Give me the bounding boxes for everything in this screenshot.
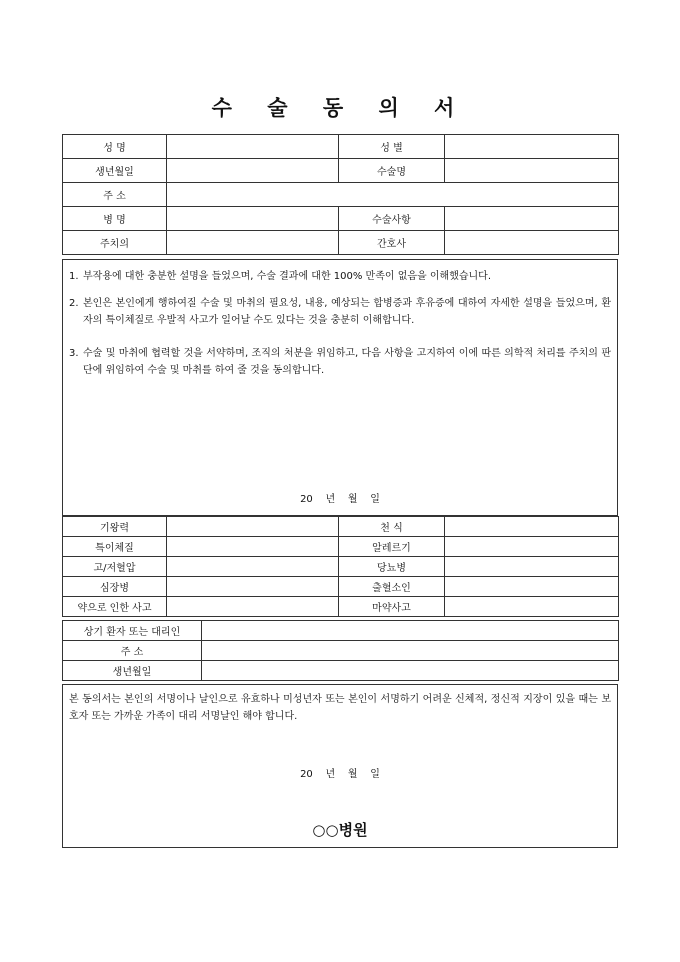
medical-history-table [62, 516, 619, 617]
heart-disease-field[interactable] [167, 577, 339, 597]
representative-field[interactable] [202, 621, 619, 641]
table-row [63, 641, 619, 661]
table-row [63, 537, 619, 557]
asthma-field[interactable] [445, 517, 619, 537]
nurse-label: 간호사 [339, 231, 445, 255]
notice-text: 본 동의서는 본인의 서명이나 날인으로 유효하나 미성년자 또는 본인이 서명하기 어려운 신체적, 정신적 지장이 있을 때는 보호자 또는 가까운 가족이 대리 서명날인 해야 합니다. [69, 694, 611, 722]
notice-section [62, 684, 618, 848]
name-label: 성 명 [63, 135, 167, 159]
table-row [63, 159, 619, 183]
consent-item-text: 부작용에 대한 충분한 설명을 들었으며, 수술 결과에 대한 100% 만족이 없음을 이해했습니다. [83, 271, 492, 282]
consent-item-text: 수술 및 마취에 협력할 것을 서약하며, 조직의 처분을 위임하고, 다음 사항을 고지하여 이에 따른 의학적 처리를 주치의 판단에 위임하여 수술 및 마취를 하여 줄 것을 동의합니다. [83, 348, 611, 376]
table-row [63, 661, 619, 681]
allergy-field[interactable] [445, 537, 619, 557]
birthdate-label: 생년월일 [63, 159, 167, 183]
idiosyncrasy-label: 특이체질 [63, 537, 167, 557]
table-row [63, 597, 619, 617]
birthdate-field[interactable] [167, 159, 339, 183]
surgery-name-label: 수술명 [339, 159, 445, 183]
table-row [63, 207, 619, 231]
diabetes-label: 당뇨병 [339, 557, 445, 577]
representative-birthdate-field[interactable] [202, 661, 619, 681]
sex-field[interactable] [445, 135, 619, 159]
representative-address-label: 주 소 [63, 641, 202, 661]
blood-pressure-field[interactable] [167, 557, 339, 577]
past-history-label: 기왕력 [63, 517, 167, 537]
physician-field[interactable] [167, 231, 339, 255]
table-row [63, 557, 619, 577]
nurse-field[interactable] [445, 231, 619, 255]
address-label: 주 소 [63, 183, 167, 207]
consent-item [69, 268, 611, 285]
table-row [63, 135, 619, 159]
representative-birthdate-label: 생년월일 [63, 661, 202, 681]
surgery-name-field[interactable] [445, 159, 619, 183]
physician-label: 주치의 [63, 231, 167, 255]
consent-section [62, 259, 618, 516]
diagnosis-field[interactable] [167, 207, 339, 231]
narcotic-accident-label: 마약사고 [339, 597, 445, 617]
table-row [63, 231, 619, 255]
consent-item-text: 본인은 본인에게 행하여질 수술 및 마취의 필요성, 내용, 예상되는 합병증과 후유증에 대하여 자세한 설명을 들었으며, 환자의 특이체질로 우발적 사고가 일어날 수도 있다는 것을 충분히 이해합니다. [83, 298, 611, 326]
diagnosis-label: 병 명 [63, 207, 167, 231]
table-row [63, 577, 619, 597]
address-field[interactable] [167, 183, 619, 207]
consent-item-number: 3. [69, 348, 79, 359]
consent-item [69, 295, 611, 329]
idiosyncrasy-field[interactable] [167, 537, 339, 557]
representative-address-field[interactable] [202, 641, 619, 661]
drug-accident-label: 약으로 인한 사고 [63, 597, 167, 617]
past-history-field[interactable] [167, 517, 339, 537]
table-row [63, 621, 619, 641]
blood-pressure-label: 고/저혈압 [63, 557, 167, 577]
sex-label: 성 별 [339, 135, 445, 159]
page-title: 수 술 동 의 서 [211, 96, 469, 120]
consent-item-number: 1. [69, 271, 79, 282]
diabetes-field[interactable] [445, 557, 619, 577]
bleeding-tendency-field[interactable] [445, 577, 619, 597]
consent-item-number: 2. [69, 298, 79, 309]
table-row [63, 517, 619, 537]
patient-info-table [62, 134, 619, 255]
surgery-details-field[interactable] [445, 207, 619, 231]
notice-date: 20 년 월 일 [300, 769, 380, 780]
bleeding-tendency-label: 출혈소인 [339, 577, 445, 597]
representative-label: 상기 환자 또는 대리인 [63, 621, 202, 641]
asthma-label: 천 식 [339, 517, 445, 537]
allergy-label: 알레르기 [339, 537, 445, 557]
hospital-name: ○○병원 [312, 821, 368, 839]
representative-table [62, 620, 619, 681]
table-row [63, 183, 619, 207]
surgery-details-label: 수술사항 [339, 207, 445, 231]
name-field[interactable] [167, 135, 339, 159]
drug-accident-field[interactable] [167, 597, 339, 617]
consent-item [69, 345, 611, 379]
narcotic-accident-field[interactable] [445, 597, 619, 617]
consent-date: 20 년 월 일 [300, 494, 380, 505]
heart-disease-label: 심장병 [63, 577, 167, 597]
